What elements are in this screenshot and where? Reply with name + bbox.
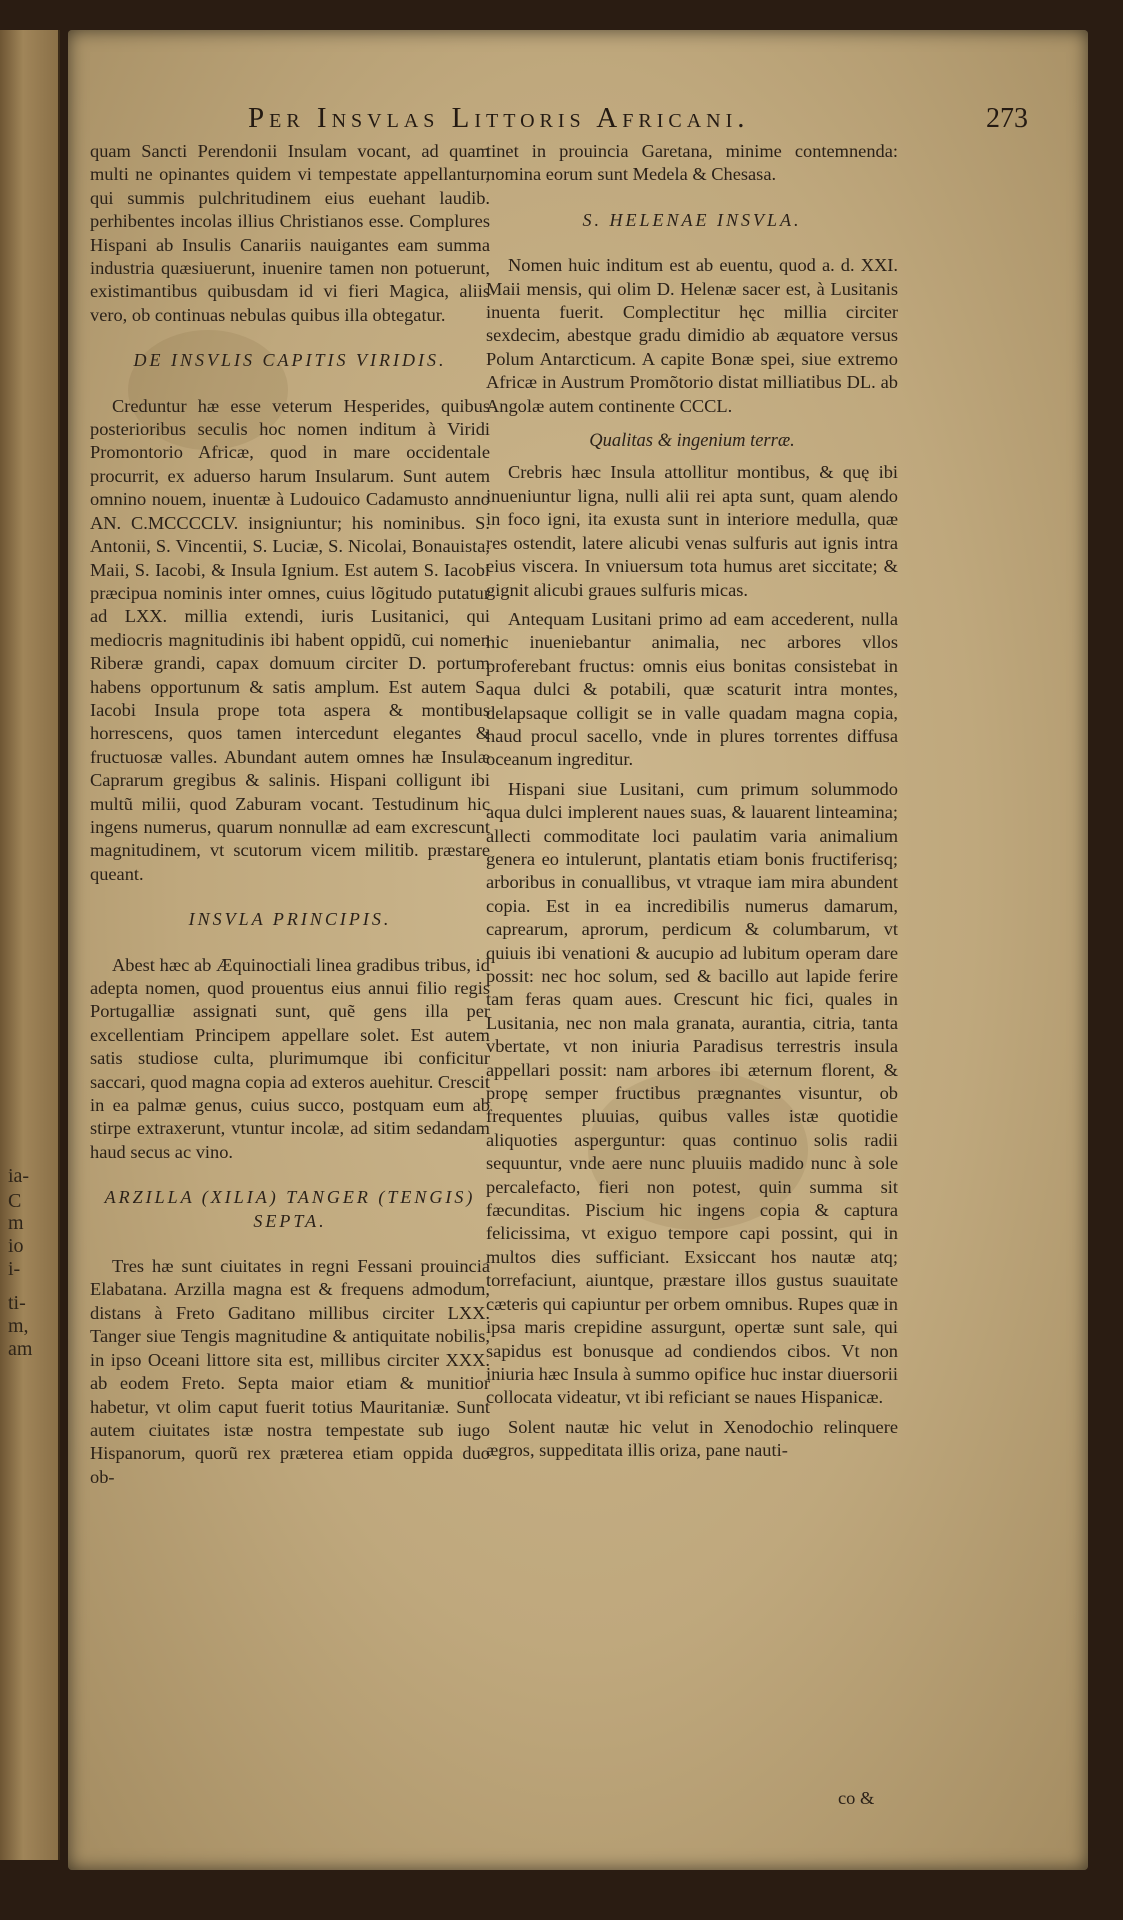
- section-heading: ARZILLA (XILIA) TANGER (TENGIS) SEPTA.: [104, 1187, 476, 1231]
- page-number: 273: [986, 103, 1028, 134]
- section-heading: S. HELENAE INSVLA.: [582, 209, 802, 230]
- book-page: [68, 30, 1088, 1870]
- margin-fragment: i-: [8, 1258, 21, 1280]
- margin-fragment: ia-: [8, 1165, 30, 1187]
- left-column: [90, 140, 490, 1495]
- section-heading: DE INSVLIS CAPITIS VIRIDIS.: [133, 350, 447, 371]
- paragraph: Creduntur hæ esse veterum Hesperides, quibus posterioribus seculis hoc nomen inditum à Viridi Promontorio Africæ, quod in mare occidentale procurrit, ex aduerso harum Insularum. Sunt autem omnino nouem, inuentæ à Ludouico Cadamusto anno AN. C.MCCCCLV. insigniuntur; his nominibus. S. Antonii, S. Vincentii, S. Luciæ, S. Nicolai, Bonauista, Maii, S. Iacobi, & Insula Ignium. Est autem S. Iacobi præcipua nominis inter omnes, cuius lõgitudo putatur ad LXX. millia extendi, iuris Lusitanici, qui mediocris magnitudinis ibi habent oppidũ, cui nomen Riberæ grandi, capax domuum circiter D. portum habens opportunum & satis amplum. Est autem S. Iacobi Insula prope tota aspera & montibus horrescens, quos tamen intercedunt elegantes & fructuosæ valles. Abundant autem omnes hæ Insulæ Caprarum gregibus & salinis. Hispani colligunt ibi multũ milii, quod Zaburam vocant. Testudinum hic ingens numerus, quarum nonnullæ ad eam excrescunt magnitudinem, vt scutorum vicem militib. præstare queant.: [90, 395, 490, 884]
- running-title: Per Insvlas Littoris Africani.: [248, 102, 750, 134]
- preceding-page-edge: [0, 30, 60, 1860]
- paragraph: quam Sancti Perendonii Insulam vocant, ad quam multi ne opinantes quidem vi tempestate appellantur, qui summis pulchritudinem eius euehant laudib. perhibentes incolas illius Christianos esse. Complures Hispani ab Insulis Canariis nauigantes eam summa industria quæsiuerunt, inuenire tamen non potuerunt, existimantibus quibusdam id vi fieri Magica, aliis vero, ob continuas nebulas quibus illa obtegatur.: [90, 141, 490, 325]
- paragraph: Nomen huic inditum est ab euentu, quod a. d. XXI. Maii mensis, qui olim D. Helenæ sacer est, à Lusitanis inuenta fuerit. Complectitur hęc millia circiter sexdecim, abestque gradu dimidio ab æquatore versus Polum Antarcticum. A capite Bonæ spei, siue extremo Africæ in Austrum Promõtorio distat milliatibus DL. ab Angolæ autem continente CCCL.: [486, 255, 898, 416]
- margin-fragment: ti-: [8, 1292, 26, 1314]
- paragraph: Solent nautæ hic velut in Xenodochio relinquere ægros, suppeditata illis oriza, pane nauti-: [486, 1416, 898, 1461]
- subsection-heading: Qualitas & ingenium terræ.: [589, 431, 795, 452]
- margin-fragment: io: [8, 1235, 24, 1257]
- right-column: [486, 140, 898, 1469]
- paragraph: Tres hæ sunt ciuitates in regni Fessani prouincia Elabatana. Arzilla magna est & frequens admodum, distans à Freto Gaditano millibus circiter LXX. Tanger siue Tengis magnitudine & antiquitate nobilis, in ipso Oceani littore sita est, millibus circiter XXX. ab eodem Freto. Septa maior etiam & munitior habetur, vt olim caput fuerit totius Mauritaniæ. Sunt autem ciuitates istæ nostra tempestate sub iugo Hispanorum, quorũ rex præterea etiam oppida duo ob-: [90, 1256, 490, 1487]
- paragraph: tinet in prouincia Garetana, minime contemnenda: nomina eorum sunt Medela & Chesasa.: [486, 141, 898, 185]
- margin-fragment: C: [8, 1190, 22, 1212]
- paragraph: Hispani siue Lusitani, cum primum solummodo aqua dulci implerent naues suas, & lauarent linteamina; allecti commoditate loci paulatim varia animalium genera eo intulerunt, plantatis etiam bonis fructiferisq; arboribus in conuallibus, vt vtraque iam mira abundent copia. Est in ea incredibilis numerus damarum, caprearum, aprorum, perdicum & columbarum, vt quiuis ibi venationi & aucupio ad lubitum operam dare possit: nec hoc solum, sed & bacillo aut lapide ferire tam feras quam aues. Crescunt hic fici, quales in Lusitania, nec non mala granata, aurantia, citria, tanta vbertate, vt non iniuria Paradisus terrestris insula appellari possit: nam arbores ibi æternum florent, & propę semper fructibus prægnantes visuntur, ob frequentes pluuias, quibus valles istæ quotidie aliquoties asperguntur: quas continuo solis radii sequuntur, vnde aere nunc pluuiis madido nunc à sole percalefacto, fieri non potest, quin summa sit fæcunditas. Piscium hic ingens copia & captura felicissima, vt exiguo tempore capi possint, qui in multos dies sufficiant. Exsiccant hos nautæ atq; torrefaciunt, aiuntque, præstare illos gustus suauitate cæteris qui capiuntur per orbem omnibus. Rupes quæ in ipsa maris crepidine assurgunt, opertæ sunt sale, qui sapidus est bonusque ad condiendos cibos. Vt non iniuria hæc Insula à summo opifice huc instar diuersorii collocata videatur, vt ibi reficiant se naues Hispanicæ.: [486, 778, 898, 1408]
- margin-fragment: m: [8, 1212, 24, 1234]
- section-heading: INSVLA PRINCIPIS.: [188, 909, 392, 930]
- paragraph: Crebris hæc Insula attollitur montibus, & quę ibi inueniuntur ligna, nulli alii rei apta sunt, quam alendo in foco igni, ita exusta sunt in interiore medulla, quæ res ostendit, latere alicubi venas sulfuris aut ignis intra eius viscera. In vniuersum tota humus aret siccitate; & gignit alicubi graues sulfuris micas.: [486, 462, 898, 600]
- running-head: [248, 102, 1028, 142]
- margin-fragment: m,: [8, 1315, 29, 1337]
- paragraph: Antequam Lusitani primo ad eam accederent, nulla hic inueniebantur animalia, nec arbores vllos proferebant fructus: omnis eius bonitas consistebat in aqua dulci & potabili, quæ scaturit intra montes, delapsaque colligit se in valle quadam magna copia, haud procul sacello, vnde in plures torrentes diffusa oceanum ingreditur.: [486, 608, 898, 770]
- paragraph: Abest hæc ab Æquinoctiali linea gradibus tribus, id adepta nomen, quod prouentus eius annui filio regis Portugalliæ assignati sunt, quẽ gens illa per excellentiam Principem appellare solet. Est autem satis studiose culta, plurimumque ibi conficitur saccari, quod magna copia ad exteros auehitur. Crescit in ea palmæ genus, cuius succo, postquam eum ab stirpe extraxerunt, vtuntur incolæ, ad sitim sedandam haud secus ac vino.: [90, 954, 490, 1162]
- margin-fragment: am: [8, 1338, 33, 1360]
- catchword: co &: [838, 1788, 875, 1808]
